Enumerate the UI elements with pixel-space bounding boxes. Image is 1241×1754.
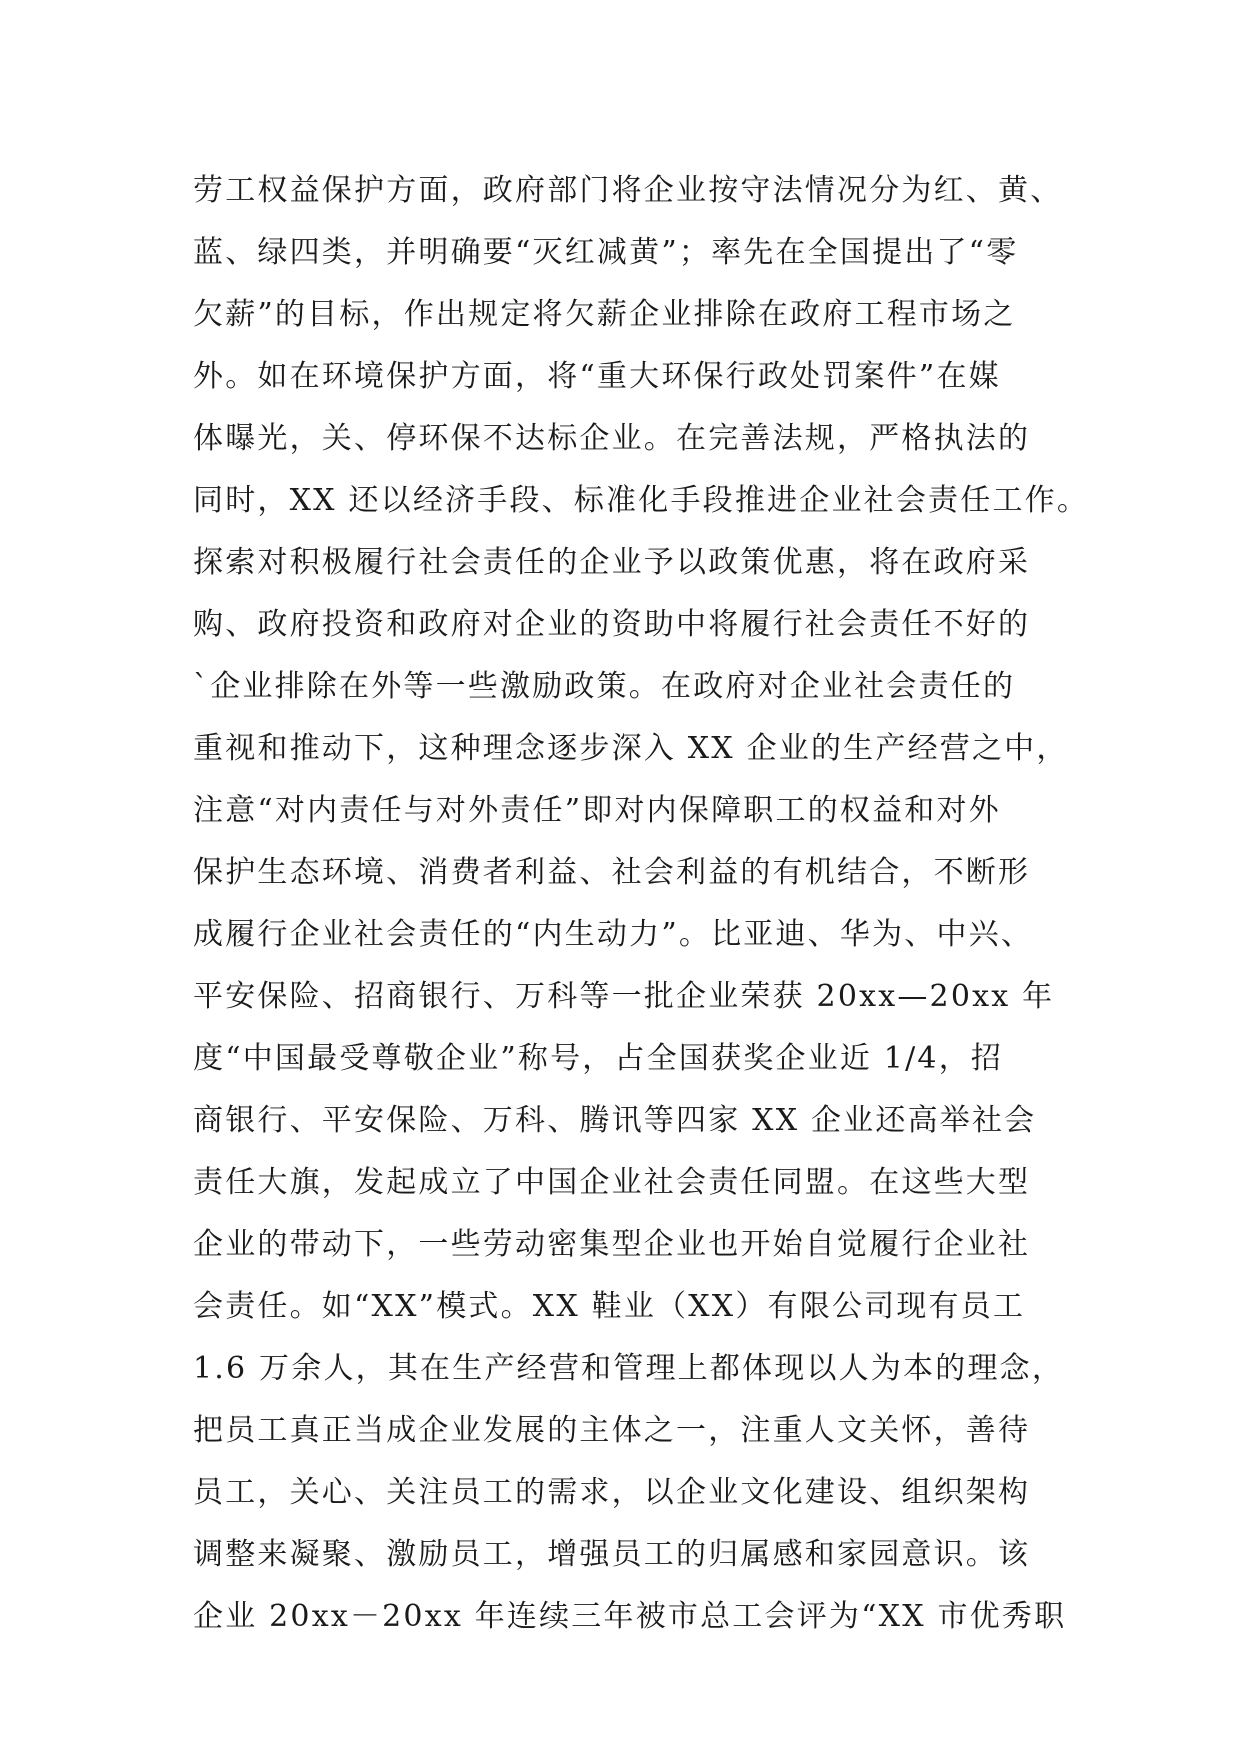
text-line: 同时，XX 还以经济手段、标准化手段推进企业社会责任工作。 — [193, 483, 1090, 518]
text-line: 劳工权益保护方面，政府部门将企业按守法情况分为红、黄、 — [193, 173, 1063, 208]
text-line: 度“中国最受尊敬企业”称号，占全国获奖企业近 1/4，招 — [193, 1041, 1004, 1076]
text-line: 蓝、绿四类，并明确要“灭红减黄”；率先在全国提出了“零 — [193, 235, 1019, 270]
text-line: `企业排除在外等一些激励政策。在政府对企业社会责任的 — [193, 669, 1016, 704]
text-line: 重视和推动下，这种理念逐步深入 XX 企业的生产经营之中， — [193, 731, 1069, 766]
text-line: 会责任。如“XX”模式。XX 鞋业（XX）有限公司现有员工 — [193, 1289, 1026, 1324]
text-line: 企业的带动下，一些劳动密集型企业也开始自觉履行企业社 — [193, 1227, 1031, 1262]
text-line: 责任大旗，发起成立了中国企业社会责任同盟。在这些大型 — [193, 1165, 1031, 1200]
text-line: 把员工真正当成企业发展的主体之一，注重人文关怀，善待 — [193, 1413, 1031, 1448]
text-line: 企业 20xx－20xx 年连续三年被市总工会评为“XX 市优秀职 — [193, 1599, 1067, 1634]
text-line: 探索对积极履行社会责任的企业予以政策优惠，将在政府采 — [193, 545, 1031, 580]
text-line: 注意“对内责任与对外责任”即对内保障职工的权益和对外 — [193, 793, 1001, 828]
body-text — [193, 160, 1090, 1648]
text-line: 调整来凝聚、激励员工，增强员工的归属感和家园意识。该 — [193, 1537, 1031, 1572]
text-line: 体曝光，关、停环保不达标企业。在完善法规，严格执法的 — [193, 421, 1031, 456]
text-line: 购、政府投资和政府对企业的资助中将履行社会责任不好的 — [193, 607, 1031, 642]
text-line: 员工，关心、关注员工的需求，以企业文化建设、组织架构 — [193, 1475, 1031, 1510]
text-line: 成履行企业社会责任的“内生动力”。比亚迪、华为、中兴、 — [193, 917, 1034, 952]
text-line: 商银行、平安保险、万科、腾讯等四家 XX 企业还高举社会 — [193, 1103, 1037, 1138]
text-line: 1.6 万余人，其在生产经营和管理上都体现以人为本的理念， — [193, 1351, 1065, 1386]
text-line: 外。如在环境保护方面，将“重大环保行政处罚案件”在媒 — [193, 359, 1001, 394]
text-line: 欠薪”的目标，作出规定将欠薪企业排除在政府工程市场之 — [193, 297, 1016, 332]
text-line: 平安保险、招商银行、万科等一批企业荣获 20xx—20xx 年 — [193, 979, 1055, 1014]
text-line: 保护生态环境、消费者利益、社会利益的有机结合，不断形 — [193, 855, 1031, 890]
